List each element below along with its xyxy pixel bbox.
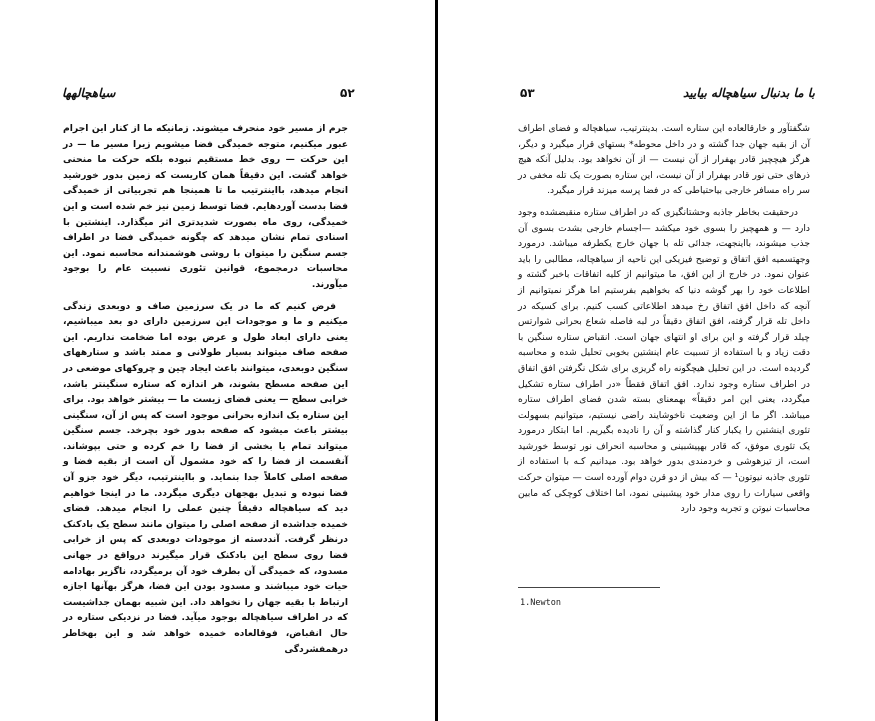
running-header-title: سیاهچالهها (62, 86, 116, 100)
body-text (63, 121, 348, 663)
paragraph: جرم از مسیر خود منحرف میشوند. زمانیکه ما از کنار این اجرام عبور میکنیم، متوجه خمیدگی فضا میشویم زیرا مسیر ما — در این حرکت — روی خط مستقیم نبوده بلکه حرکت ما منحنی خواهد گشت. این دقیقاً همان کاریست که زمین بدور خورشید انجام میدهد، بااینترتیب ما تا همینجا هم تجربیاتی از خمیدگی فضا بدست آوردهایم. فضا توسط زمین نیز خم شده است و این خمیدگی، روی ماه بصورت شدیدتری اثر میگذارد. اینشتین با اسنادی تمام نشان میدهد که چگونه خمیدگی فضا در اطراف جسم سنگین را میتوان با روشی هوشمندانه محاسبه نمود. این محاسبات درمجموع، قوانین تئوری نسبیت عام را بوجود میآورند. (63, 123, 348, 290)
footnote: 1.Newton (520, 598, 561, 608)
footnote-divider (518, 587, 660, 588)
body-text (518, 121, 810, 523)
left-page (0, 0, 435, 721)
running-header-title: با ما بدنبال سیاهچاله بیایید (683, 86, 815, 100)
page-number: ۵۳ (520, 86, 535, 100)
right-page (438, 0, 875, 721)
paragraph: فرض کنیم که ما در یک سرزمین صاف و دوبعدی زندگی میکنیم و ما و موجودات این سرزمین دارای دو بعد میباشیم، یعنی دارای ابعاد طول و عرض بوده اما ضخامت نداریم. این صفحه صاف میتواند بسیار طولانی و ممتد باشد و ستارههای سنگین دوبعدی، میتوانند باعث ایجاد چین و چروکهای موضعی در این صفحه مسطح بشوند، هر اندازه که ستاره سنگینتر باشد، خرابی سطح — یعنی فضای زیست ما — بیشتر خواهد بود. برای این ستاره یک اندازه بحرانی موجود است که پس از آن، سنگینی بیشتر باعث میشود که صفحه بدور خود بچرخد. جسم سنگین میتواند تمام یا بخشی از فضا را خم کرده و حتی بپوشاند. آنقسمت از فضا را که خود مشمول آن است از بقیه فضا و صفحه اصلی کاملاً جدا بنماید. و بااینترتیب، دیگر خود جزو آن فضا نبوده و تبدیل بهجهان دیگری میگردد. ما در اینجا خواهیم دید که سیاهچاله دقیقاً چنین عملی را انجام میدهد. فضای خمیده جداشده از صفحه اصلی را میتوان مانند سطح یک بادکنک درنظر گرفت. آنددسته از موجودات دوبعدی که پس از خرابی فضا روی سطح این بادکنک قرار میگیرند درواقع در جهانی مسدود، که خمیدگی آن بطرف خود آن برمیگردد، ناگزیر بهادامه حیات خود میباشند و مسدود بودن این فضا، هرگز بهآنها اجازه ارتباط با بقیه جهان را نخواهد داد. این شبیه بهمان جداشیست که در اطراف سیاهچاله بوجود میآید. فضا در نزدیکی ستاره در حال انقباض، فوقالعاده خمیده خواهد شد و این بهخاطر درهمفشردگی (63, 300, 348, 655)
paragraph: شگفتآور و خارقالعاده این ستاره است. بدینترتیب، سیاهچاله و فضای اطراف آن از بقیه جهان جدا گشته و در داخل محوطه* بستهای قرار میگیرد و دیگر، هرگز هیچچیز قادر بهفرار از آن نیست — از آن نخواهد بود. بدلیل آنکه هیچ ذرهای حتی نور قادر بهفرار از آن نیست، این ستاره بصورت یک تله مخفی در سر راه مسافر خارجی بیاحتیاطی که در فضا پرسه میزند قرار میگیرد. (518, 123, 810, 197)
page-number: ۵۲ (340, 86, 355, 100)
paragraph: درحقیقت بخاطر جاذبه وحشتانگیزی که در اطراف ستاره منقبضشده وجود دارد — و همهچیز را بسوی خود میکشد —اجسام خارجی بشدت بسوی آن جذب میشوند، بااینجهت، جدائی تله با جهان خارج یکطرفه میباشد. درمورد وجهتسمیه افق اتفاق و توضیح فیزیکی این ناحیه از سیاهچاله، مطالبی را باید عنوان نمود. در خارج از این افق، ما میتوانیم از کلیه اتفاقات باخبر گشته و اطلاعات خود را بهر گوشه دنیا که بخواهیم بفرستیم اما هرگز نمیتوانیم از آنچه که داخل افق اتفاق رخ میدهد اطلاعاتی کسب کنیم. برای کسیکه در داخل تله قرار گرفته، افق اتفاق دقیقاً در لبه فاصله شعاع بحرانی شوارتس چیلد قرار گرفته و این برای او انتهای جهان است. انقباض ستاره سنگین با دقت زیاد و با استفاده از تسبیت عام اینشتین بخوبی تحلیل شده و محاسبه گردیده است. در این تحلیل هیچگونه راه گریزی برای شکل نگرفتن افق اتفاق در اطراف ستاره وجود ندارد. افق اتفاق فقطاً «در اطراف ستاره تشکیل میگردد، یعنی این امر دقیقاً» بهمعنای بسته شدن فضای اطراف ستاره میباشد. اگر ما از این وضعیت ناخوشایند راضی نیستیم، میتوانیم بسهولت تئوری اینشتین را یکبار کنار گذاشته و آن را نادیده بگیریم. اما ابتکار درمورد یک تئوری موفق، که قادر بهپیشبینی و محاسبه انحراف نور توسط خورشید است، از تیزهوشی و خردمندی بدور خواهد بود. میدانیم کـه با استفاده از تئوری جاذبه نیوتون¹ — که بیش از دو قرن دوام آورده است — میتوان حرکت واقعی سیارات را روی مدار خود پیشبینی نمود، اما اختلاف کوچکی که مابین محاسبات نیوتن و تجربه وجود دارد (518, 206, 810, 515)
